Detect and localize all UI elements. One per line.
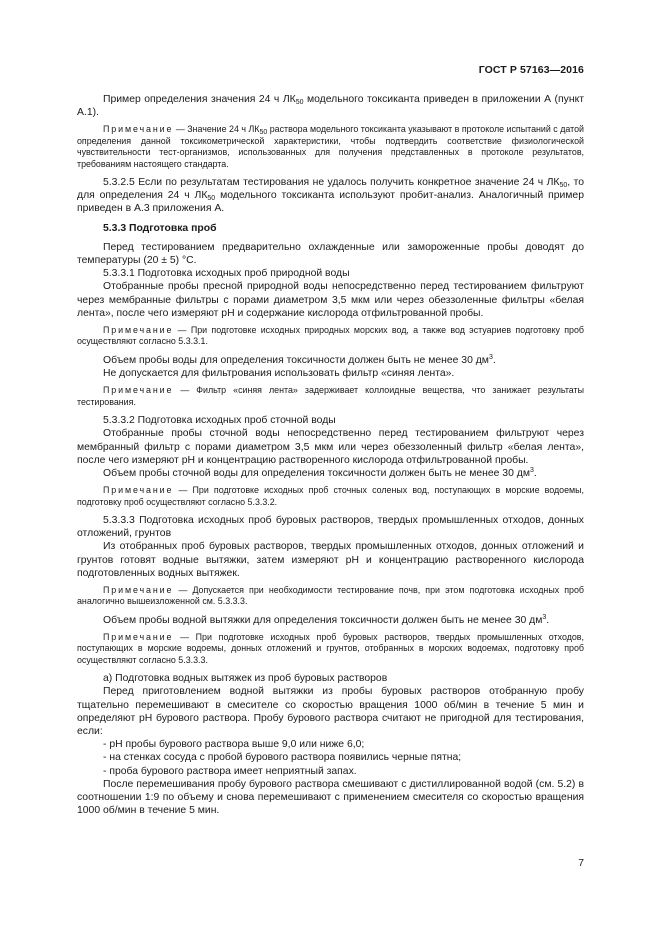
- paragraph: 5.3.2.5 Если по результатам тестирования не удалось получить конкретное значение 24 ч $ЛК_{50}$, то для определения 24 ч $ЛК_{50}$ модельного токсиканта используют пробит-анализ. Аналогичный пример приведен в А.3 приложения А.: [77, 177, 585, 215]
- subsection-title: 5.3.3.2 Подготовка исходных проб сточной воды: [103, 415, 336, 427]
- page-number: 7: [578, 858, 584, 869]
- document-body: [77, 93, 584, 817]
- list-item: - проба бурового раствора имеет неприятный запах.: [103, 765, 357, 777]
- paragraph: Из отобранных проб буровых растворов, твердых промышленных отходов, донных отложений и грунтов готовят водные вытяжки, затем измеряют pH и концентрацию растворенного кислорода подготовленных водных вытяжек.: [77, 541, 584, 579]
- paragraph: Перед приготовлением водной вытяжки из пробы буровых растворов отобранную пробу тщательно перемешивают в смесителе со скоростью вращения 1000 об/мин в течение 5 мин и определяют pH бурового раствора. Пробу бурового раствора считают не пригодной для тестирования, если:: [77, 686, 584, 737]
- note-label: Примечание: [103, 631, 174, 642]
- note: Примечание — При подготовке исходных природных морских вод, а также вод эстуариев подготовку проб осуществляют согласно 5.3.3.1.: [77, 325, 584, 347]
- paragraph: После перемешивания пробу бурового раствора смешивают с дистиллированной водой (см. 5.2) в соотношении 1:9 по объему и снова перемешивают с применением смесителя со скоростью вращения 1000 об/мин в течение 5 мин.: [77, 778, 584, 817]
- subsection-title: 5.3.3.3 Подготовка исходных проб буровых растворов, твердых промышленных отходов, донных отложений, грунтов: [77, 514, 584, 540]
- paragraph: Не допускается для фильтрования использовать фильтр «синяя лента».: [103, 368, 455, 380]
- paragraph: Пример определения значения 24 ч $ЛК_{50}$ модельного токсиканта приведен в приложении А (пункт А.1).: [77, 94, 585, 119]
- note-label: Примечание: [103, 385, 174, 396]
- paragraph: Объем пробы водной вытяжки для определения токсичности должен быть не менее 30 $дм^3$.: [103, 613, 550, 626]
- paragraph: Отобранные пробы сточной воды непосредственно перед тестированием фильтруют через мембранный фильтр с порами диаметром 3,5 мкм или через обеззоленный фильтр «белая лента», после чего измеряют pH и концентрацию растворенного кислорода отфильтрованной пробы.: [77, 428, 584, 466]
- subsection-title: а) Подготовка водных вытяжек из проб буровых растворов: [103, 673, 388, 685]
- paragraph: Объем пробы воды для определения токсичности должен быть не менее 30 $дм^3$.: [103, 353, 496, 366]
- paragraph: Перед тестированием предварительно охлажденные или замороженные пробы доводят до температуры (20 ± 5) °С.: [77, 241, 584, 267]
- standard-header: ГОСТ Р 57163—2016: [478, 64, 584, 76]
- list-item: - на стенках сосуда с пробой бурового раствора появились черные пятна;: [103, 752, 462, 764]
- list-item: - pH пробы бурового раствора выше 9,0 или ниже 6,0;: [103, 739, 365, 751]
- section-heading: 5.3.3 Подготовка проб: [103, 222, 217, 234]
- note-label: Примечание: [103, 584, 174, 595]
- note: Примечание — Фильтр «синяя лента» задерживает коллоидные вещества, что занижает результаты тестирования.: [77, 385, 584, 407]
- note-label: Примечание: [103, 124, 174, 135]
- subsection-title: 5.3.3.1 Подготовка исходных проб природной воды: [103, 268, 350, 280]
- paragraph: Отобранные пробы пресной природной воды непосредственно перед тестированием фильтруют через мембранные фильтры с порами диаметром 3,5 мкм или через обеззоленные фильтры «белая лента», после чего измеряют pH и содержание кислорода отфильтрованной пробы.: [77, 281, 584, 319]
- note-label: Примечание: [103, 485, 174, 496]
- paragraph: Объем пробы сточной воды для определения токсичности должен быть не менее 30 $дм^3$.: [103, 466, 537, 479]
- note-label: Примечание: [103, 325, 174, 336]
- note: Примечание — Значение 24 ч $ЛК_{50}$ раствора модельного токсиканта указывают в протоколе испытаний с датой определения данной токсикометрической характеристики, чтобы подтвердить соответствие физиологической чувствительности тест-организмов, использованных для получения представленных в протоколе результатов, требованиям настоящего стандарта.: [77, 124, 584, 169]
- note: Примечание — Допускается при необходимости тестирование почв, при этом подготовка исходных проб аналогично вышеизложенной см. 5.3.3.3.: [77, 584, 584, 607]
- note: Примечание — При подготовке исходных проб сточных соленых вод, поступающих в морские водоемы, подготовку проб осуществляют согласно 5.3.3.2.: [77, 485, 584, 507]
- note: Примечание — При подготовке исходных проб буровых растворов, твердых промышленных отходов, поступающих в морские водоемы, донных отложений и грунтов, отобранных в морских водоемах, подготовку проб осуществляют согласно 5.3.3.3.: [77, 631, 584, 665]
